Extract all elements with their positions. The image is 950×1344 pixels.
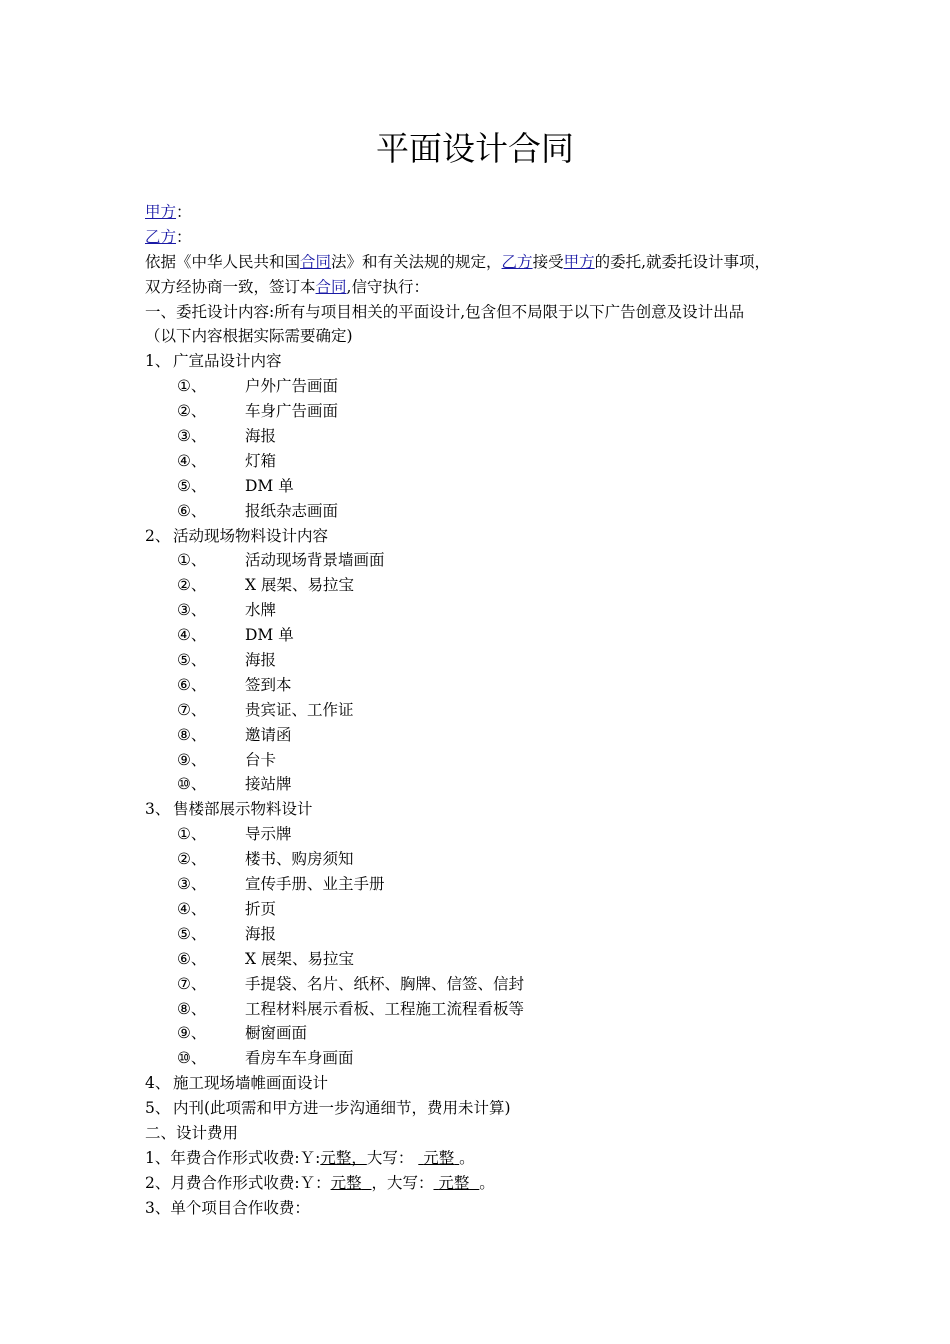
list-item-number: ④、 [177, 899, 207, 918]
section-1-note: （以下内容根据实际需要确定) [145, 327, 353, 346]
list-item [145, 997, 825, 1022]
list-item-number: ①、 [177, 825, 207, 844]
intro-line-2: 双方经协商一致，签订本合同,信守执行： [145, 277, 429, 296]
party-b-link-inline[interactable]: 乙方 [501, 252, 533, 271]
list-item-text: 海报 [245, 651, 277, 670]
list-item-number: ⑩、 [177, 1049, 207, 1068]
list-item [145, 598, 825, 623]
party-a-line: 甲方： [145, 203, 192, 221]
list-item [145, 897, 825, 922]
list-item-text: 水牌 [245, 601, 277, 620]
list-item-text: 活动现场背景墙画面 [245, 551, 385, 570]
list-item-number: ⑦、 [177, 974, 207, 993]
list-item [145, 474, 825, 499]
list-item-text: 报纸杂志画面 [245, 501, 339, 520]
list-item-number: ④、 [177, 451, 207, 470]
list-item [145, 648, 825, 673]
list-item [145, 723, 825, 748]
list-item-number: ⑦、 [177, 700, 207, 719]
list-item-number: ⑤、 [177, 924, 207, 943]
list-item [145, 947, 825, 972]
contract-link[interactable]: 合同 [300, 252, 332, 271]
item-4: 4、 施工现场墙帷画面设计 [145, 1074, 329, 1093]
list-item-number: ③、 [177, 427, 207, 446]
page-title: 平面设计合同 [376, 129, 574, 168]
group-heading-2: 2、 活动现场物料设计内容 [145, 526, 329, 545]
list-item-number: ⑥、 [177, 675, 207, 694]
list-item-number: ⑥、 [177, 949, 207, 968]
list-item [145, 623, 825, 648]
list-item-text: 灯箱 [245, 451, 277, 470]
list-item-number: ②、 [177, 576, 207, 595]
list-item [145, 399, 825, 424]
fee-annual-amount: 元整， [320, 1148, 367, 1167]
list-item-text: DM 单 [245, 476, 294, 495]
group-heading-3: 3、 售楼部展示物料设计 [145, 800, 313, 819]
list-item-number: ⑨、 [177, 750, 207, 769]
list-item-text: 看房车车身画面 [245, 1049, 354, 1068]
list-item-text: 海报 [245, 924, 277, 943]
list-item-number: ②、 [177, 402, 207, 421]
list-item [145, 374, 825, 399]
fee-annual: 1、年费合作形式收费:Ｙ:元整，大写： 元整 。 [145, 1148, 475, 1167]
contract-body [145, 200, 825, 1221]
party-a-link[interactable]: 甲方 [145, 203, 177, 221]
list-item-text: 海报 [245, 427, 277, 446]
list-item [145, 772, 825, 797]
list-item [145, 1046, 825, 1071]
party-a-link-inline[interactable]: 甲方 [563, 252, 595, 271]
section-1-heading: 一、委托设计内容:所有与项目相关的平面设计,包含但不局限于以下广告创意及设计出品 [145, 302, 745, 321]
list-item-number: ⑥、 [177, 501, 207, 520]
item-5: 5、 内刊(此项需和甲方进一步沟通细节，费用未计算) [145, 1099, 511, 1118]
fee-annual-amount-capital: 元整 [423, 1148, 455, 1167]
list-item-text: 工程材料展示看板、工程施工流程看板等 [245, 999, 525, 1018]
list-item [145, 1021, 825, 1046]
list-item-text: 车身广告画面 [245, 402, 339, 421]
list-item-number: ⑧、 [177, 999, 207, 1018]
list-item-text: X 展架、易拉宝 [245, 576, 354, 595]
list-item [145, 449, 825, 474]
list-item-number: ⑤、 [177, 476, 207, 495]
group-heading-1: 1、 广宣品设计内容 [145, 352, 282, 371]
intro-line-1: 依据《中华人民共和国合同法》和有关法规的规定，乙方接受甲方的委托,就委托设计事项， [145, 252, 771, 271]
list-item [145, 499, 825, 524]
list-item-text: 手提袋、名片、纸杯、胸牌、信签、信封 [245, 974, 525, 993]
fee-monthly: 2、月费合作形式收费:Ｙ：元整 ，大写： 元整 。 [145, 1173, 495, 1192]
list-item-number: ⑤、 [177, 651, 207, 670]
list-item-text: 户外广告画面 [245, 377, 339, 396]
list-item-number: ①、 [177, 551, 207, 570]
design-groups [145, 349, 825, 1071]
list-item-text: 台卡 [245, 750, 277, 769]
list-item [145, 872, 825, 897]
list-item [145, 847, 825, 872]
list-item-text: 橱窗画面 [245, 1024, 308, 1043]
list-item [145, 424, 825, 449]
fee-single-project: 3、单个项目合作收费： [145, 1198, 310, 1217]
section-2-heading: 二、设计费用 [145, 1123, 239, 1142]
list-item-text: 邀请函 [245, 725, 292, 744]
list-item-text: 折页 [245, 899, 277, 918]
list-item-number: ①、 [177, 377, 207, 396]
fee-monthly-amount: 元整 [330, 1173, 362, 1192]
list-item-text: 导示牌 [245, 825, 292, 844]
party-b-link[interactable]: 乙方 [145, 227, 177, 246]
list-item-text: 宣传手册、业主手册 [245, 875, 385, 894]
list-item-text: DM 单 [245, 626, 294, 645]
list-item-number: ④、 [177, 626, 207, 645]
list-item-text: 接站牌 [245, 775, 292, 794]
party-b-line: 乙方： [145, 227, 192, 246]
list-item [145, 972, 825, 997]
list-item-number: ⑨、 [177, 1024, 207, 1043]
list-item-text: X 展架、易拉宝 [245, 949, 354, 968]
list-item [145, 698, 825, 723]
contract-link-2[interactable]: 合同 [315, 277, 347, 296]
list-item-number: ⑧、 [177, 725, 207, 744]
list-item-text: 贵宾证、工作证 [245, 700, 354, 719]
list-item-number: ③、 [177, 601, 207, 620]
list-item-text: 楼书、购房须知 [245, 850, 354, 869]
list-item-text: 签到本 [245, 675, 292, 694]
list-item [145, 573, 825, 598]
list-item [145, 748, 825, 773]
list-item-number: ⑩、 [177, 775, 207, 794]
list-item [145, 922, 825, 947]
fee-monthly-amount-capital: 元整 [438, 1173, 470, 1192]
list-item [145, 673, 825, 698]
list-item [145, 548, 825, 573]
list-item-number: ③、 [177, 875, 207, 894]
list-item [145, 822, 825, 847]
list-item-number: ②、 [177, 850, 207, 869]
